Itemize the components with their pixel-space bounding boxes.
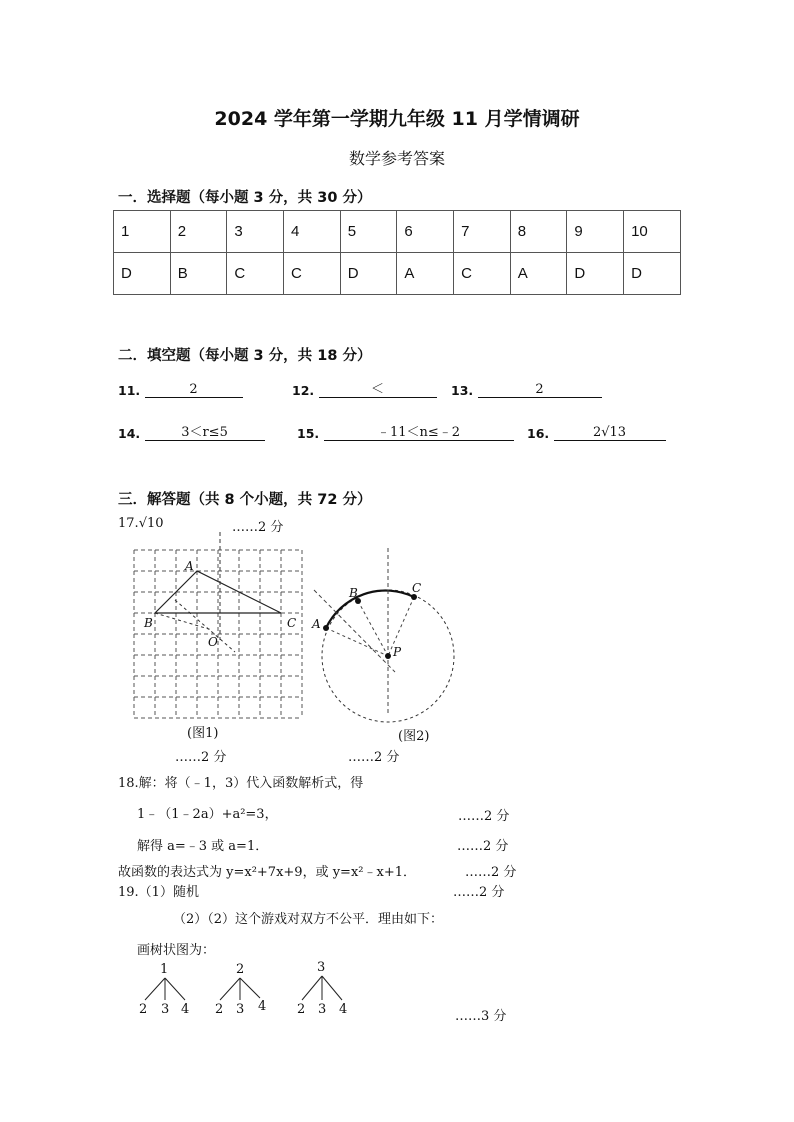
q19-line1: 19.（1）随机 — [118, 885, 199, 900]
fill-answer: 3＜r≤5 — [145, 425, 265, 441]
question-number: 7 — [454, 211, 511, 253]
fill-label: 12. — [292, 383, 315, 398]
q18-line2-score: ……2 分 — [458, 809, 510, 824]
tree2-leaf: 2 — [215, 1002, 224, 1017]
tree1-leaf: 3 — [161, 1002, 170, 1017]
choice-answer: D — [567, 253, 624, 295]
section1-heading: 一．选择题（每小题 3 分，共 30 分） — [118, 190, 372, 206]
q19-line3: 画树状图为： — [137, 943, 216, 958]
fig1-point-A: A — [185, 559, 194, 573]
tree-diagrams — [145, 976, 342, 1000]
q19-line2: （2）（2）这个游戏对双方不公平．理由如下： — [173, 912, 444, 927]
q17-score: ……2 分 — [232, 520, 284, 535]
fig2-point-B: B — [349, 586, 358, 600]
q18-line1: 18.解：将（﹣1，3）代入函数解析式，得 — [118, 776, 364, 791]
fig1-construction — [155, 532, 235, 652]
fill-label: 14. — [118, 426, 141, 441]
page-subtitle: 数学参考答案 — [348, 149, 445, 168]
fill-answer: ﹣11＜n≤﹣2 — [324, 425, 514, 441]
fill-answer: 2 — [145, 382, 243, 398]
question-number: 1 — [114, 211, 171, 253]
tree2-root: 2 — [236, 962, 245, 977]
tree3-root: 3 — [317, 960, 326, 975]
fig2-point-A: A — [312, 617, 321, 631]
fig2-caption: (图2) — [398, 729, 430, 744]
tree2-leaf: 3 — [236, 1002, 245, 1017]
fill-label: 13. — [451, 383, 474, 398]
tree-score: ……3 分 — [455, 1009, 507, 1024]
fill-label: 15. — [297, 426, 320, 441]
fig2-circle — [314, 548, 454, 722]
fill-answer: ＜ — [319, 382, 437, 398]
choice-answer: A — [397, 253, 454, 295]
q18-line3-score: ……2 分 — [457, 839, 509, 854]
choice-answer: D — [340, 253, 397, 295]
tree3-leaf: 2 — [297, 1002, 306, 1017]
fig1-point-C: C — [287, 616, 297, 630]
choice-answer: C — [454, 253, 511, 295]
fig1-grid — [134, 550, 302, 718]
q18-line2: 1﹣（1﹣2a）+a²=3， — [137, 807, 278, 822]
fig1-point-O: O — [208, 635, 218, 649]
tree1-root: 1 — [160, 962, 169, 977]
fig1-score: ……2 分 — [175, 750, 227, 765]
page-title: 2024 学年第一学期九年级 11 月学情调研 — [214, 108, 580, 130]
choice-answer: B — [170, 253, 227, 295]
fig2-score: ……2 分 — [348, 750, 400, 765]
tree1-leaf: 4 — [181, 1002, 190, 1017]
tree3-leaf: 4 — [339, 1002, 348, 1017]
choice-answer: D — [114, 253, 171, 295]
section2-heading: 二．填空题（每小题 3 分，共 18 分） — [118, 348, 372, 364]
fill-answer: 2 — [478, 382, 602, 398]
question-number: 4 — [284, 211, 341, 253]
question-number: 10 — [624, 211, 681, 253]
fill-label: 11. — [118, 383, 141, 398]
fig2-point-P: P — [393, 645, 402, 659]
question-number: 5 — [340, 211, 397, 253]
section3-heading: 三．解答题（共 8 个小题，共 72 分） — [118, 492, 372, 508]
q17-answer: 17.√10 — [118, 516, 164, 531]
fill-answer: 2√13 — [554, 425, 666, 441]
question-number: 9 — [567, 211, 624, 253]
fig1-point-B: B — [144, 616, 153, 630]
choice-answer: A — [510, 253, 567, 295]
choice-answer: D — [624, 253, 681, 295]
question-number: 8 — [510, 211, 567, 253]
tree3-leaf: 3 — [318, 1002, 327, 1017]
fig2-point-C: C — [412, 581, 422, 595]
fig2-points — [323, 594, 417, 659]
fig1-caption: (图1) — [187, 726, 219, 741]
tree2-leaf: 4 — [258, 999, 267, 1014]
question-number: 6 — [397, 211, 454, 253]
choice-answer: C — [227, 253, 284, 295]
q19-line1-score: ……2 分 — [453, 885, 505, 900]
question-number: 3 — [227, 211, 284, 253]
question-number: 2 — [170, 211, 227, 253]
q18-line4-score: ……2 分 — [465, 865, 517, 880]
fill-label: 16. — [527, 426, 550, 441]
tree1-leaf: 2 — [139, 1002, 148, 1017]
choice-answer: C — [284, 253, 341, 295]
q18-line4: 故函数的表达式为 y=x²+7x+9，或 y=x²﹣x+1． — [118, 865, 416, 880]
q18-line3: 解得 a=﹣3 或 a=1． — [137, 839, 269, 854]
